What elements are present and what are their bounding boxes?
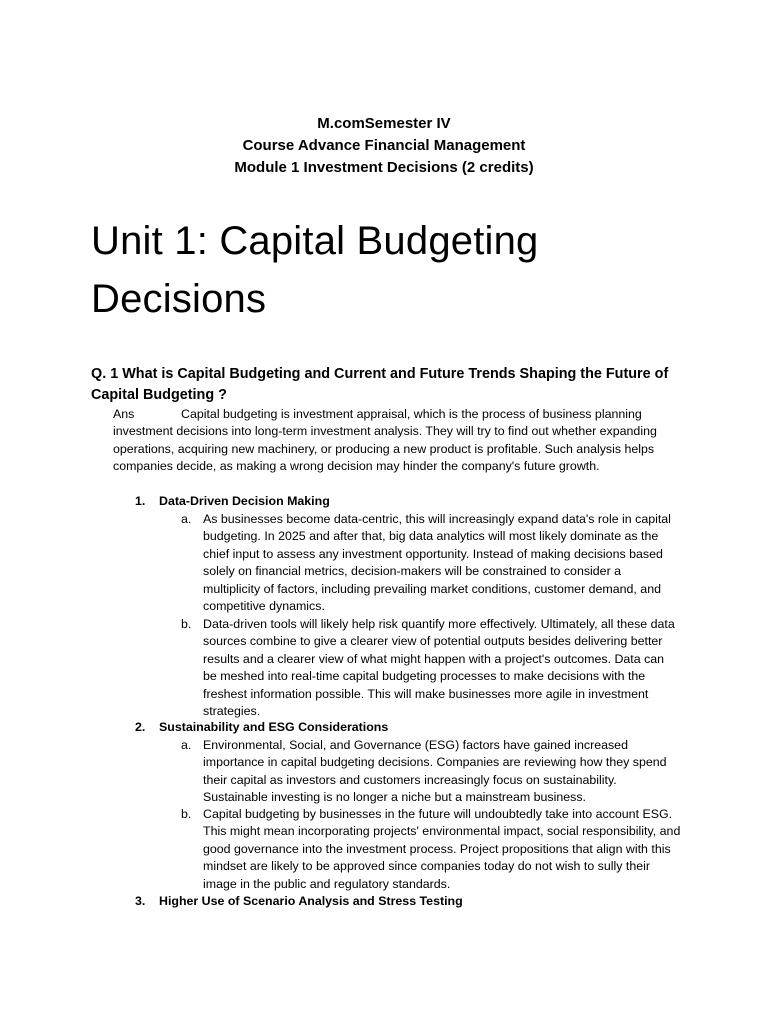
list-item-heading: Higher Use of Scenario Analysis and Stress Testing [159, 894, 463, 908]
subitem-text: Data-driven tools will likely help risk quantify more effectively. Ultimately, all these data sources combine to give a clearer view of potential outputs besides delivering better results and a clearer view of what might happen with a project's outcomes. Data can be meshed into real-time capital budgeting processes to make decisions with the freshest information possible. This will make businesses more agile in investment strategies. [203, 617, 675, 719]
subitem-letter: a. [181, 512, 192, 526]
answer-text: Capital budgeting is investment appraisal, which is the process of business planning investment decisions into long-term investment analysis. They will try to find out whether expanding operations, acquiring new machinery, or producing a new product is profitable. Such analysis helps companies decide, as making a wrong decision may hinder the company's future growth. [113, 407, 657, 474]
module-line: Module 1 Investment Decisions (2 credits) [234, 159, 534, 176]
list-item-number: 1. [135, 494, 146, 508]
question-heading: Q. 1 What is Capital Budgeting and Current and Future Trends Shaping the Future of Capital Budgeting ? [91, 366, 669, 403]
list-item-number: 3. [135, 894, 146, 908]
list-item-number: 2. [135, 720, 146, 734]
list-item-heading: Data-Driven Decision Making [159, 494, 330, 508]
course-line: Course Advance Financial Management [242, 137, 526, 154]
subitem-text: Environmental, Social, and Governance (ESG) factors have gained increased importance in capital budgeting decisions. Companies are reviewing how they spend their capital as investors and customers increasingly focus on sustainability. Sustainable investing is no longer a niche but a mainstream business. [203, 738, 667, 805]
document-header [0, 113, 768, 179]
list-item-heading: Sustainability and ESG Considerations [159, 720, 389, 734]
subitem-text: Capital budgeting by businesses in the future will undoubtedly take into account ESG. This might mean incorporating projects' environmental impact, social responsibility, and good governance into the investment process. Project propositions that align with this mindset are likely to be approved since companies today do not wish to sully their image in the public and regulatory standards. [203, 807, 681, 891]
answer-paragraph [113, 406, 658, 476]
subitem-letter: b. [181, 617, 192, 631]
subitem-letter: b. [181, 807, 192, 821]
unit-title: Unit 1: Capital Budgeting Decisions [91, 219, 539, 321]
subitem-text: As businesses become data-centric, this will increasingly expand data's role in capital budgeting. In 2025 and after that, big data analytics will most likely dominate as the chief input to assess any investment opportunity. Instead of making decisions based solely on financial metrics, decision-makers will be constrained to consider a multiplicity of factors, including prevailing market conditions, customer demand, and competitive dynamics. [203, 512, 671, 614]
program-line: M.comSemester IV [317, 115, 451, 132]
subitem-letter: a. [181, 738, 192, 752]
answer-label: Ans [113, 407, 135, 421]
